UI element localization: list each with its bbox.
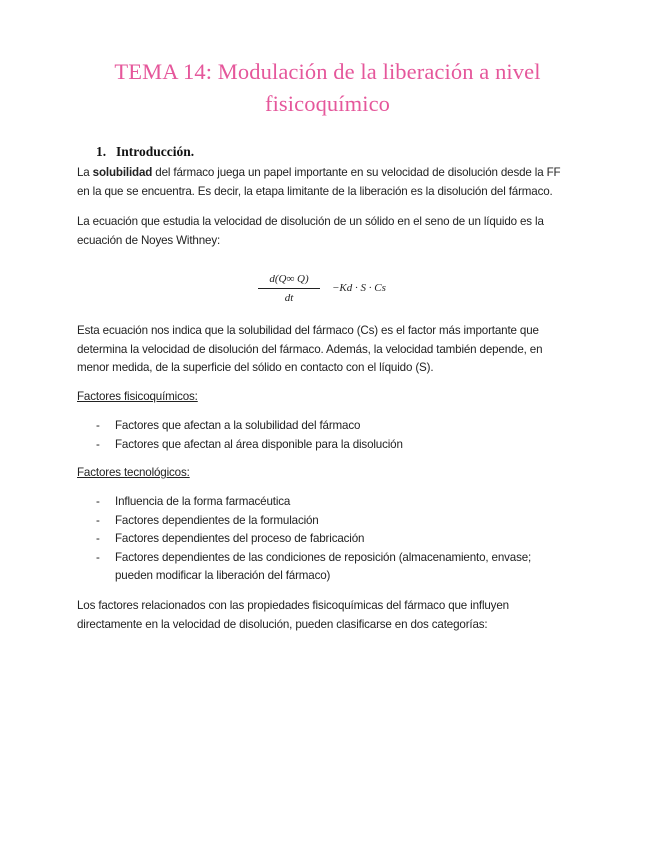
equation-numerator: d(Q∞ Q) bbox=[269, 273, 309, 285]
dash-bullet: - bbox=[96, 437, 100, 451]
fraction-bar bbox=[258, 288, 320, 289]
paragraph-line: La solubilidad del fármaco juega un papel importante en su velocidad de disolución desde la FF bbox=[77, 166, 561, 179]
section-heading-text: Introducción. bbox=[116, 144, 195, 159]
paragraph-line: ecuación de Noyes Withney: bbox=[77, 233, 221, 247]
title-line-1: TEMA 14: Modulación de la liberación a nivel bbox=[114, 59, 541, 84]
paragraph-solubilidad bbox=[77, 164, 587, 201]
list-item: - Influencia de la forma farmacéutica bbox=[77, 493, 587, 512]
paragraph-line: menor medida, de la superficie del sólido en contacto con el líquido (S). bbox=[77, 361, 434, 375]
dash-bullet: - bbox=[96, 495, 100, 508]
dash-bullet: - bbox=[96, 532, 100, 546]
subheading-factores-tecnologicos: Factores tecnológicos: bbox=[77, 466, 190, 479]
dash-bullet: - bbox=[96, 419, 100, 432]
list-item: - Factores dependientes de la formulación bbox=[77, 512, 587, 531]
paragraph-line: Los factores relacionados con las propiedades fisicoquímicas del fármaco que influyen bbox=[77, 599, 509, 612]
list-item: - Factores que afectan a la solubilidad del fármaco bbox=[77, 417, 587, 436]
equation-fraction bbox=[258, 272, 320, 305]
paragraph-line: directamente en la velocidad de disolución, pueden clasificarse en dos categorías: bbox=[77, 617, 488, 631]
list-item: - Factores dependientes de las condiciones de reposición (almacenamiento, envase; pueden modificar la liberación del fármaco) bbox=[96, 550, 532, 583]
document-title bbox=[60, 56, 595, 120]
paragraph-ecuacion bbox=[77, 213, 587, 250]
list-factores-fisicoquimicos bbox=[77, 417, 587, 454]
paragraph-line: Esta ecuación nos indica que la solubilidad del fármaco (Cs) es el factor más importante que bbox=[77, 324, 539, 337]
equation-denominator: dt bbox=[284, 292, 294, 304]
paragraph-categorias bbox=[77, 597, 587, 634]
list-item: - Factores dependientes del proceso de fabricación bbox=[77, 530, 587, 549]
title-line-2: fisicoquímico bbox=[264, 91, 391, 116]
section-heading bbox=[96, 144, 194, 160]
list-item: - Factores que afectan al área disponible para la disolución bbox=[77, 436, 587, 455]
dash-bullet: - bbox=[96, 550, 100, 564]
paragraph-line: en la que se encuentra. Es decir, la etapa limitante de la liberación es la disolución del fármaco. bbox=[77, 184, 553, 198]
section-number: 1. bbox=[96, 144, 107, 159]
list-factores-tecnologicos bbox=[77, 493, 587, 586]
paragraph-solubilidad-factor bbox=[77, 322, 587, 378]
equation-rhs: −Kd · S · Cs bbox=[332, 282, 386, 294]
bold-term: solubilidad bbox=[92, 166, 153, 179]
paragraph-line: determina la velocidad de disolución del fármaco. Además, la velocidad también depende, en bbox=[77, 342, 543, 356]
subheading-factores-fisicoquimicos: Factores fisicoquímicos: bbox=[77, 390, 198, 403]
dash-bullet: - bbox=[96, 513, 100, 527]
paragraph-line: La ecuación que estudia la velocidad de disolución de un sólido en el seno de un líquido es la bbox=[77, 215, 544, 228]
